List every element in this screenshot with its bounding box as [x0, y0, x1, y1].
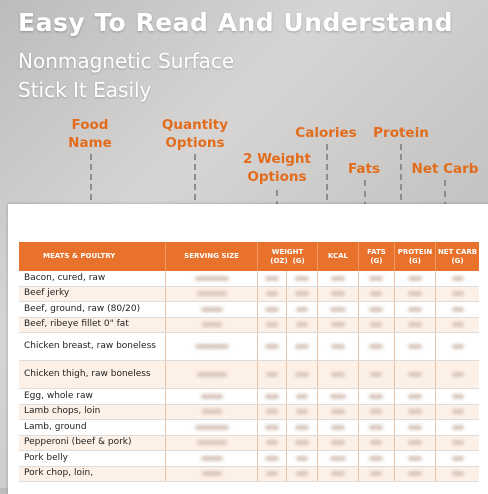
- food-name-cell: Pork belly: [19, 451, 165, 467]
- blurred-value: [201, 394, 223, 399]
- blurred-value-cell: [436, 317, 479, 333]
- blurred-value: [370, 471, 382, 476]
- table-row: [19, 361, 479, 389]
- food-name-cell: Beef, ground, raw (80/20): [19, 302, 165, 318]
- table-row: [19, 420, 479, 436]
- nutrition-table: [19, 242, 479, 482]
- blurred-value: [266, 471, 278, 476]
- blurred-value-cell: [258, 404, 287, 420]
- blurred-value: [370, 291, 382, 296]
- blurred-value-cell: [317, 420, 358, 436]
- callout-calories: Calories: [295, 125, 357, 141]
- blurred-value: [408, 372, 422, 377]
- blurred-value-cell: [436, 420, 479, 436]
- blurred-value-cell: [258, 466, 287, 482]
- blurred-value: [296, 307, 308, 312]
- blurred-value-cell: [359, 389, 395, 405]
- blurred-value-cell: [258, 389, 287, 405]
- blurred-value-cell: [436, 361, 479, 389]
- blurred-value: [197, 291, 227, 296]
- blurred-value-cell: [359, 271, 395, 286]
- blurred-value-cell: [394, 333, 435, 361]
- blurred-value-cell: [287, 271, 317, 286]
- blurred-value-cell: [394, 451, 435, 467]
- blurred-value: [452, 291, 464, 296]
- food-name-cell: Beef jerky: [19, 286, 165, 302]
- blurred-value: [197, 372, 227, 377]
- blurred-value: [296, 322, 308, 327]
- subheading-surface: Nonmagnetic Surface: [18, 49, 235, 73]
- blurred-value: [452, 307, 464, 312]
- blurred-value-cell: [394, 302, 435, 318]
- blurred-value: [202, 322, 222, 327]
- blurred-value: [452, 372, 464, 377]
- blurred-value-cell: [165, 451, 257, 467]
- blurred-value-cell: [258, 333, 287, 361]
- blurred-value-cell: [394, 420, 435, 436]
- food-name-cell: Beef, ribeye fillet 0" fat: [19, 317, 165, 333]
- food-name-cell: Pepperoni (beef & pork): [19, 435, 165, 451]
- header-net-carb-unit: (G): [451, 256, 464, 265]
- blurred-value: [266, 409, 278, 414]
- blurred-value: [330, 394, 346, 399]
- blurred-value-cell: [359, 466, 395, 482]
- blurred-value-cell: [165, 302, 257, 318]
- blurred-value: [202, 471, 222, 476]
- blurred-value: [452, 440, 464, 445]
- header-weight-label: WEIGHT: [271, 247, 304, 256]
- blurred-value-cell: [287, 451, 317, 467]
- blurred-value: [452, 276, 464, 281]
- blurred-value: [296, 471, 308, 476]
- blurred-value-cell: [287, 333, 317, 361]
- blurred-value-cell: [287, 466, 317, 482]
- table-row: [19, 451, 479, 467]
- blurred-value: [195, 344, 229, 349]
- blurred-value-cell: [317, 271, 358, 286]
- blurred-value-cell: [359, 317, 395, 333]
- blurred-value-cell: [394, 435, 435, 451]
- food-name-cell: Lamb chops, loin: [19, 404, 165, 420]
- blurred-value-cell: [317, 451, 358, 467]
- blurred-value: [330, 456, 346, 461]
- blurred-value-cell: [394, 404, 435, 420]
- blurred-value-cell: [359, 404, 395, 420]
- subheading-stick: Stick It Easily: [18, 78, 152, 102]
- blurred-value: [265, 456, 279, 461]
- blurred-value: [197, 440, 227, 445]
- callout-net-carb: Net Carb: [411, 161, 479, 177]
- headline: Easy To Read And Understand: [18, 8, 454, 37]
- blurred-value: [295, 440, 309, 445]
- blurred-value: [369, 276, 383, 281]
- blurred-value: [296, 394, 308, 399]
- blurred-value: [408, 276, 422, 281]
- header-serving: SERVING SIZE: [165, 242, 257, 271]
- blurred-value-cell: [436, 435, 479, 451]
- blurred-value-cell: [317, 333, 358, 361]
- blurred-value-cell: [317, 466, 358, 482]
- table-row: [19, 271, 479, 286]
- blurred-value-cell: [287, 435, 317, 451]
- blurred-value-cell: [359, 302, 395, 318]
- blurred-value: [266, 322, 278, 327]
- blurred-value-cell: [436, 451, 479, 467]
- blurred-value: [331, 425, 345, 430]
- blurred-value: [369, 344, 383, 349]
- blurred-value-cell: [394, 466, 435, 482]
- blurred-value: [331, 409, 345, 414]
- blurred-value-cell: [258, 361, 287, 389]
- blurred-value-cell: [317, 435, 358, 451]
- blurred-value-cell: [436, 271, 479, 286]
- blurred-value: [369, 425, 383, 430]
- blurred-value: [195, 276, 229, 281]
- blurred-value-cell: [317, 404, 358, 420]
- blurred-value: [370, 409, 382, 414]
- blurred-value-cell: [258, 451, 287, 467]
- header-protein-unit: (G): [408, 256, 422, 265]
- table-row: [19, 317, 479, 333]
- header-net-carb: [436, 242, 479, 271]
- blurred-value: [331, 291, 345, 296]
- blurred-value-cell: [287, 389, 317, 405]
- food-name-cell: Pork chop, loin,: [19, 466, 165, 482]
- blurred-value: [452, 471, 464, 476]
- blurred-value-cell: [436, 302, 479, 318]
- blurred-value-cell: [359, 333, 395, 361]
- food-name-cell: Egg, whole raw: [19, 389, 165, 405]
- blurred-value-cell: [165, 404, 257, 420]
- blurred-value-cell: [287, 302, 317, 318]
- blurred-value: [331, 276, 345, 281]
- header-protein: [394, 242, 435, 271]
- blurred-value: [195, 425, 229, 430]
- blurred-value-cell: [287, 420, 317, 436]
- blurred-value-cell: [359, 286, 395, 302]
- blurred-value-cell: [258, 317, 287, 333]
- blurred-value: [296, 409, 308, 414]
- callout-food-name: Food Name: [68, 117, 112, 151]
- blurred-value-cell: [359, 420, 395, 436]
- blurred-value-cell: [165, 333, 257, 361]
- table-row: [19, 333, 479, 361]
- blurred-value: [370, 372, 382, 377]
- blurred-value-cell: [359, 361, 395, 389]
- header-meats: MEATS & POULTRY: [19, 242, 165, 271]
- blurred-value-cell: [165, 361, 257, 389]
- food-name-cell: Lamb, ground: [19, 420, 165, 436]
- table-header-row: [19, 242, 479, 271]
- header-fats: [359, 242, 395, 271]
- blurred-value-cell: [436, 466, 479, 482]
- header-protein-label: PROTEIN: [397, 247, 433, 256]
- blurred-value: [265, 276, 279, 281]
- blurred-value: [452, 425, 464, 430]
- blurred-value: [265, 394, 279, 399]
- blurred-value: [369, 394, 383, 399]
- blurred-value-cell: [258, 271, 287, 286]
- blurred-value-cell: [359, 435, 395, 451]
- blurred-value: [331, 440, 345, 445]
- blurred-value-cell: [394, 286, 435, 302]
- blurred-value-cell: [165, 389, 257, 405]
- blurred-value: [295, 372, 309, 377]
- blurred-value-cell: [258, 286, 287, 302]
- blurred-value-cell: [436, 333, 479, 361]
- header-fats-label: FATS: [367, 247, 386, 256]
- header-net-carb-label: NET CARB: [437, 247, 478, 256]
- blurred-value: [296, 456, 308, 461]
- table-row: [19, 286, 479, 302]
- blurred-value: [408, 307, 422, 312]
- callout-weight: 2 Weight Options: [242, 151, 311, 185]
- blurred-value: [331, 471, 345, 476]
- blurred-value-cell: [436, 389, 479, 405]
- table-row: [19, 302, 479, 318]
- blurred-value: [408, 440, 422, 445]
- blurred-value: [408, 344, 422, 349]
- blurred-value: [330, 307, 346, 312]
- blurred-value-cell: [165, 317, 257, 333]
- blurred-value-cell: [317, 317, 358, 333]
- header-weight: [258, 242, 318, 271]
- blurred-value: [408, 394, 422, 399]
- blurred-value-cell: [165, 286, 257, 302]
- blurred-value: [295, 344, 309, 349]
- blurred-value: [295, 291, 309, 296]
- blurred-value-cell: [258, 435, 287, 451]
- blurred-value: [452, 456, 464, 461]
- blurred-value: [369, 307, 383, 312]
- blurred-value: [295, 425, 309, 430]
- callout-quantity: Quantity Options: [161, 117, 229, 151]
- blurred-value: [201, 307, 223, 312]
- table-row: [19, 466, 479, 482]
- blurred-value: [408, 409, 422, 414]
- blurred-value: [408, 456, 422, 461]
- blurred-value-cell: [287, 317, 317, 333]
- blurred-value-cell: [287, 404, 317, 420]
- food-chart-sheet: [8, 204, 488, 494]
- blurred-value-cell: [258, 302, 287, 318]
- blurred-value-cell: [287, 361, 317, 389]
- blurred-value-cell: [317, 302, 358, 318]
- blurred-value: [408, 322, 422, 327]
- blurred-value: [452, 322, 464, 327]
- blurred-value: [202, 409, 222, 414]
- table-row: [19, 389, 479, 405]
- blurred-value-cell: [436, 286, 479, 302]
- blurred-value-cell: [165, 420, 257, 436]
- blurred-value: [201, 456, 223, 461]
- blurred-value: [452, 409, 464, 414]
- blurred-value: [370, 440, 382, 445]
- blurred-value: [408, 425, 422, 430]
- blurred-value: [408, 471, 422, 476]
- food-name-cell: Chicken thigh, raw boneless: [19, 361, 165, 389]
- blurred-value: [266, 291, 278, 296]
- blurred-value-cell: [165, 435, 257, 451]
- table-row: [19, 435, 479, 451]
- blurred-value-cell: [258, 420, 287, 436]
- blurred-value: [408, 291, 422, 296]
- blurred-value: [265, 425, 279, 430]
- header-weight-g: (G): [292, 256, 305, 265]
- blurred-value: [331, 344, 345, 349]
- header-weight-oz: (OZ): [270, 256, 288, 265]
- blurred-value-cell: [394, 389, 435, 405]
- header-fats-unit: (G): [370, 256, 383, 265]
- blurred-value-cell: [317, 286, 358, 302]
- food-name-cell: Bacon, cured, raw: [19, 271, 165, 286]
- blurred-value-cell: [394, 361, 435, 389]
- blurred-value-cell: [165, 271, 257, 286]
- blurred-value: [295, 276, 309, 281]
- header-kcal: KCAL: [317, 242, 358, 271]
- blurred-value-cell: [436, 404, 479, 420]
- blurred-value-cell: [394, 271, 435, 286]
- blurred-value-cell: [359, 451, 395, 467]
- callout-fats: Fats: [347, 161, 381, 177]
- blurred-value: [369, 456, 383, 461]
- callout-protein: Protein: [373, 125, 429, 141]
- blurred-value: [452, 344, 464, 349]
- blurred-value: [331, 322, 345, 327]
- blurred-value: [266, 440, 278, 445]
- blurred-value: [265, 307, 279, 312]
- blurred-value: [370, 322, 382, 327]
- food-name-cell: Chicken breast, raw boneless: [19, 333, 165, 361]
- blurred-value-cell: [394, 317, 435, 333]
- blurred-value-cell: [287, 286, 317, 302]
- blurred-value: [265, 344, 279, 349]
- blurred-value-cell: [317, 389, 358, 405]
- blurred-value-cell: [165, 466, 257, 482]
- blurred-value: [452, 394, 464, 399]
- blurred-value: [266, 372, 278, 377]
- blurred-value-cell: [317, 361, 358, 389]
- blurred-value: [331, 372, 345, 377]
- table-row: [19, 404, 479, 420]
